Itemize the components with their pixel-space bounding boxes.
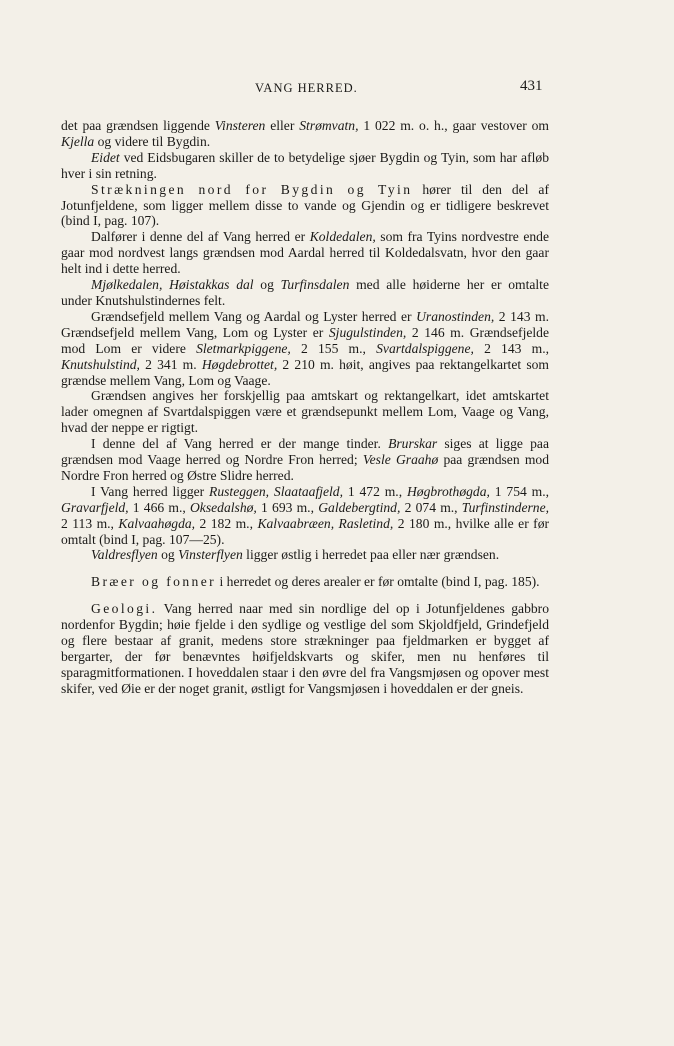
text-run: paa grændsen mod Nordre Fron herred og Østre Slidre herred. xyxy=(61,452,550,483)
italic-run: Turfinsdalen xyxy=(280,277,350,293)
italic-run: Eidet xyxy=(91,149,120,165)
paragraph xyxy=(61,309,549,389)
paragraph xyxy=(61,574,549,590)
paragraph xyxy=(61,150,549,182)
italic-run: Svartdalspiggene, xyxy=(376,340,474,356)
page-number: 431 xyxy=(520,78,543,94)
text-run: med alle høiderne her er omtalte under Knutshulstindernes felt. xyxy=(61,277,549,308)
italic-run: Oksedalshø, xyxy=(189,499,257,515)
running-header xyxy=(0,78,674,98)
text-run: I denne del af Vang herred er der mange tinder. xyxy=(91,436,389,452)
body-text xyxy=(61,118,549,697)
text-run: ved Eidsbugaren skiller de to betydelige sjøer Bygdin og Tyin, som har afløb hver i sin retning. xyxy=(61,149,549,181)
text-run: Vang herred naar med sin nordlige del op i Jotunfjeldenes gabbro nordenfor Bygdin; høie fjelde i den sydlige og vestlige del som Skjoldfjeld, Grindefjeld og flere bestaar af granit, medens store strækninger paa fjeldmarken er bygget af bergarter, der før benævntes høifjeldskvarts og skifer, men nu henføres til sparagmitformationen. I hoveddalen staar i den øvre del fra Vangsmjøsen og opover mest skifer, ved Øie er der noget granit, østligt for Vangsmjøsen i hoveddalen er der gneis. xyxy=(61,601,549,696)
text-run: og xyxy=(157,547,179,563)
italic-run: Vinsterflyen xyxy=(178,547,243,563)
text-run: Grændsefjeld mellem Vang og Aardal og Lyster herred er xyxy=(91,308,417,324)
italic-run: Turfinstinderne, xyxy=(461,499,550,515)
text-run: I Vang herred ligger xyxy=(91,483,210,499)
italic-run: Sletmarkpiggene, xyxy=(196,340,291,356)
paragraph xyxy=(61,388,549,436)
italic-run: Uranostinden, xyxy=(416,308,495,324)
text-run: og xyxy=(253,277,281,293)
text-run: 2 180 m., hvilke alle er før omtalt (bind I, pag. 107—25). xyxy=(61,515,550,547)
paragraph xyxy=(61,601,549,696)
text-run: ligger østlig i herredet paa eller nær grændsen. xyxy=(242,547,500,563)
italic-run: Brurskar xyxy=(388,436,438,452)
spaced-run: Strækningen nord for Bygdin og Tyin xyxy=(91,181,413,197)
italic-run: Strømvatn, xyxy=(299,118,359,133)
text-run: 2 113 m., xyxy=(61,515,119,531)
text-run: 2 341 m. xyxy=(139,356,202,372)
spaced-run: Bræer og fonner xyxy=(91,574,217,590)
text-run: Dalfører i denne del af Vang herred er xyxy=(91,229,310,245)
text-run: hører til den del af Jotunfjeldene, som ligger mellem disse to vande og Gjendin og er tidligere beskrevet (bind I, pag. 107). xyxy=(61,181,549,229)
text-run: 1 472 m., xyxy=(343,483,407,499)
italic-run: Vesle Graahø xyxy=(362,452,439,468)
text-run: 1 754 m., xyxy=(489,483,549,499)
text-run: som fra Tyins nordvestre ende gaar mod nordvest langs grændsen mod Aardal herred til Koldedalsvatn, hvor den gaar helt ind i dette herred. xyxy=(61,229,549,277)
paragraph xyxy=(61,436,549,484)
paragraph xyxy=(61,484,549,548)
paragraph xyxy=(61,277,549,309)
italic-run: Galdebergtind, xyxy=(318,499,401,515)
text-run: i herredet og deres arealer er før omtalte (bind I, pag. 185). xyxy=(216,574,540,590)
text-run: og videre til Bygdin. xyxy=(94,133,211,149)
paragraph xyxy=(61,182,549,230)
text-run: 2 210 m. høit, angives paa rektangelkartet som grændse mellem Vang, Lom og Vaage. xyxy=(61,356,549,388)
text-run: 2 155 m., xyxy=(290,340,377,356)
text-run: 2 143 m., xyxy=(473,340,549,356)
text-run: 2 143 m. Grændsefjeld mellem Vang, Lom og Lyster er xyxy=(61,308,549,340)
italic-run: Sjugulstinden, xyxy=(328,324,407,340)
spaced-run: Geologi. xyxy=(91,601,158,617)
text-run: 2 074 m., xyxy=(400,499,462,515)
text-run: Grændsen angives her forskjellig paa amtskart og rektangelkart, idet amtskartet lader omegnen af Svartdalspiggen være et grændsepunkt mellem Lom, Vaage og Vang, hvad der neppe er rigtigt. xyxy=(61,388,549,436)
italic-run: Kalvaabræen, Rasletind, xyxy=(257,515,394,531)
italic-run: Knutshulstind, xyxy=(61,356,140,372)
text-run: 2 146 m. Grændsefjelde mod Lom er videre xyxy=(61,324,549,356)
text-run: 1 022 m. o. h., gaar vestover om xyxy=(358,118,549,133)
italic-run: Høgdebrottet, xyxy=(201,356,278,372)
italic-run: Koldedalen, xyxy=(309,229,376,245)
italic-run: Kjella xyxy=(61,133,95,149)
paragraph xyxy=(61,118,549,150)
italic-run: Høgbrothøgda, xyxy=(406,483,490,499)
italic-run: Mjølkedalen, Høistakkas dal xyxy=(91,277,254,293)
italic-run: Valdresflyen xyxy=(91,547,158,563)
italic-run: Rusteggen, Slaataafjeld, xyxy=(209,483,343,499)
italic-run: Vinsteren xyxy=(214,118,266,133)
paragraph xyxy=(61,547,549,563)
text-run: eller xyxy=(265,118,300,133)
running-title: VANG HERRED. xyxy=(255,81,358,95)
paragraph xyxy=(61,229,549,277)
text-run: 1 693 m., xyxy=(256,499,319,515)
text-run: det paa grændsen liggende xyxy=(61,118,215,133)
text-run: 1 466 m., xyxy=(128,499,190,515)
italic-run: Gravarfjeld, xyxy=(61,499,129,515)
text-run: siges at ligge paa grændsen mod Vaage herred og Nordre Fron herred; xyxy=(61,436,549,468)
text-run: 2 182 m., xyxy=(195,515,258,531)
italic-run: Kalvaahøgda, xyxy=(118,515,196,531)
